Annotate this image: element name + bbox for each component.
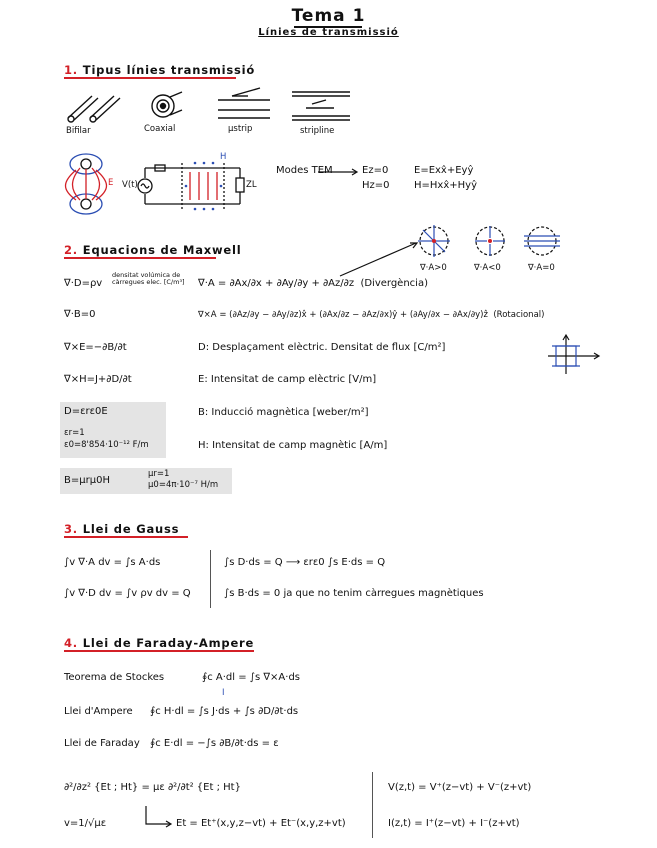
rotational-icon	[548, 335, 599, 374]
wave-speed: v=1/√µε	[64, 818, 107, 829]
gauss-flux-b: ∫s B·ds = 0 ja que no tenim càrregues magnètiques	[224, 588, 484, 599]
solution-arrow	[146, 806, 171, 827]
curl-definition: ∇×A = (∂Az/∂y − ∂Ay/∂z)x̂ + (∂Ax/∂z − ∂Az/∂x)ŷ + (∂Ay/∂x − ∂Ax/∂y)ẑ (Rotacional)	[198, 310, 545, 320]
microstrip-drawing	[218, 88, 270, 118]
maxwell-div-d: ∇·D=ρv	[64, 278, 103, 289]
ampere-current-label: I	[222, 688, 225, 698]
section-2-underline	[64, 257, 216, 259]
circuit-load-label: ZL	[246, 180, 257, 190]
field-e-label: E	[108, 178, 114, 188]
tem-h-vector: H=Hxx̂+Hyŷ	[414, 180, 477, 191]
maxwell-curl-h: ∇×H=J+∂D/∂t	[64, 374, 132, 385]
stokes-equation: ∮c A·dl = ∫s ∇×A·ds	[202, 672, 301, 683]
div-neg-label: ∇·A<0	[474, 263, 501, 273]
section-4-heading: 4. Llei de Faraday-Ampere	[64, 636, 255, 650]
d-definition: D: Desplaçament elèctric. Densitat de flux [C/m²]	[198, 342, 446, 353]
section-3-heading: 3. Llei de Gauss	[64, 522, 180, 536]
divergence-definition: ∇·A = ∂Ax/∂x + ∂Ay/∂y + ∂Az/∂z (Divergència)	[198, 278, 428, 289]
d-relation: D=εrε0E	[64, 406, 108, 417]
div-zero-label: ∇·A=0	[528, 263, 555, 273]
gauss-divider	[210, 550, 211, 608]
tem-ez: Ez=0	[362, 165, 389, 176]
page-title: Tema 1	[291, 6, 366, 26]
h-definition: H: Intensitat de camp magnètic [A/m]	[198, 440, 388, 451]
gauss-divergence-theorem: ∫v ∇·A dv = ∫s A·ds	[64, 557, 161, 568]
maxwell-div-d-note: densitat volúmica de càrregues elec. [C/m³]	[112, 271, 185, 286]
div-pos-label: ∇·A>0	[420, 263, 447, 273]
maxwell-curl-e: ∇×E=−∂B/∂t	[64, 342, 127, 353]
section-2-heading: 2. Equacions de Maxwell	[64, 243, 242, 257]
section-3-underline	[64, 536, 188, 538]
stripline-drawing	[292, 92, 350, 120]
tem-hz: Hz=0	[362, 180, 390, 191]
bifilar-field-drawing	[66, 154, 107, 214]
stokes-label: Teorema de Stockes	[64, 672, 165, 683]
microstrip-label: µstrip	[228, 124, 253, 134]
circuit-drawing	[138, 162, 244, 211]
mu-r: µr=1	[148, 469, 170, 479]
section-4-underline	[64, 650, 254, 652]
field-solution: Et = Et⁺(x,y,z−vt) + Et⁻(x,y,z+vt)	[176, 818, 346, 829]
epsilon-0: ε0=8'854·10⁻¹² F/m	[64, 440, 149, 450]
gauss-flux-d: ∫s D·ds = Q ⟶ εrε0 ∫s E·ds = Q	[224, 557, 386, 568]
tem-e-vector: E=Exx̂+Eyŷ	[414, 165, 474, 176]
mu-0: µ0=4π·10⁻⁷ H/m	[148, 480, 219, 490]
b-relation: B=µrµ0H	[64, 475, 110, 486]
e-definition: E: Intensitat de camp elèctric [V/m]	[198, 374, 377, 385]
section-1-heading: 1. Tipus línies transmissió	[64, 63, 256, 77]
ampere-label: Llei d'Ampere	[64, 706, 133, 717]
coaxial-drawing	[152, 92, 182, 117]
b-definition: B: Inducció magnètica [weber/m²]	[198, 407, 369, 418]
page-subtitle: Línies de transmissió	[258, 27, 399, 38]
stripline-label: stripline	[300, 126, 335, 136]
faraday-label: Llei de Faraday	[64, 738, 140, 749]
maxwell-div-b: ∇·B=0	[64, 309, 96, 320]
section-4-divider	[372, 772, 373, 838]
divergence-icons	[340, 225, 560, 276]
ampere-equation: ∮c H·dl = ∫s J·ds + ∫s ∂D/∂t·ds	[150, 706, 299, 717]
coaxial-label: Coaxial	[144, 124, 176, 134]
epsilon-r: εr=1	[64, 428, 85, 438]
circuit-gen-label: V(t)	[122, 180, 138, 190]
voltage-solution: V(z,t) = V⁺(z−vt) + V⁻(z+vt)	[388, 782, 532, 793]
faraday-equation: ∮c E·dl = −∫s ∂B/∂t·ds = ε	[150, 738, 279, 749]
bifilar-drawing	[68, 96, 120, 122]
bifilar-label: Bifilar	[66, 126, 91, 136]
field-h-label: H	[220, 152, 227, 162]
tem-label: Modes TEM	[276, 165, 333, 176]
wave-equation: ∂²/∂z² {Et ; Ht} = µε ∂²/∂t² {Et ; Ht}	[64, 782, 241, 793]
current-solution: I(z,t) = I⁺(z−vt) + I⁻(z+vt)	[388, 818, 520, 829]
gauss-charge-volume: ∫v ∇·D dv = ∫v ρv dv = Q	[64, 588, 191, 599]
